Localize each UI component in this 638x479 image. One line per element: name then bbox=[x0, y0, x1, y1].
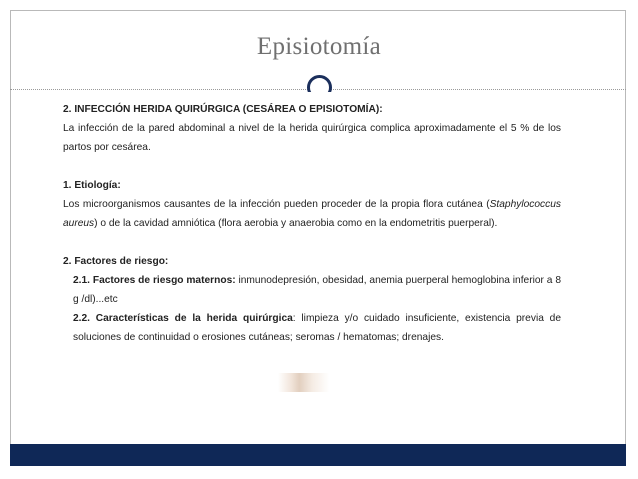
footer-bar bbox=[10, 444, 626, 466]
risk-title: 2. Factores de riesgo: bbox=[63, 256, 169, 267]
etiology-title: 1. Etiología: bbox=[63, 180, 121, 191]
risk-item-maternal-text: inmunodepresión, obesidad, anemia puerperal hemoglobina inferior a 8 g /dl)...etc bbox=[73, 275, 561, 305]
risk-item-maternal bbox=[63, 271, 561, 309]
risk-item-wound-text: : limpieza y/o cuidado insuficiente, existencia previa de soluciones de continuidad o erosiones cutáneas; seromas / hematomas; drenajes. bbox=[73, 313, 561, 343]
section-title: 2. INFECCIÓN HERIDA QUIRÚRGICA (CESÁREA O EPISIOTOMÍA): bbox=[63, 104, 383, 115]
etiology-text-before: Los microorganismos causantes de la infección pueden proceder de la propia flora cutánea ( bbox=[63, 199, 490, 210]
torso-photo-fragment bbox=[218, 370, 432, 392]
risk-item-maternal-label: 2.1. Factores de riesgo maternos: bbox=[73, 275, 236, 286]
content-image bbox=[37, 92, 585, 373]
etiology-text-after: ) o de la cavidad amniótica (flora aerobia y anaerobia como en la endometritis puerperal). bbox=[94, 218, 498, 229]
intro-paragraph: La infección de la pared abdominal a nivel de la herida quirúrgica complica aproximadamente el 5 % de los partos por cesárea. bbox=[63, 123, 561, 153]
slide-title: Episiotomía bbox=[256, 33, 382, 60]
etiology-paragraph bbox=[63, 195, 561, 233]
risk-item-wound bbox=[63, 309, 561, 347]
etiology-species: Staphylococcus aureus bbox=[63, 199, 561, 229]
risk-item-wound-label: 2.2. Características de la herida quirúrgica bbox=[73, 313, 293, 324]
